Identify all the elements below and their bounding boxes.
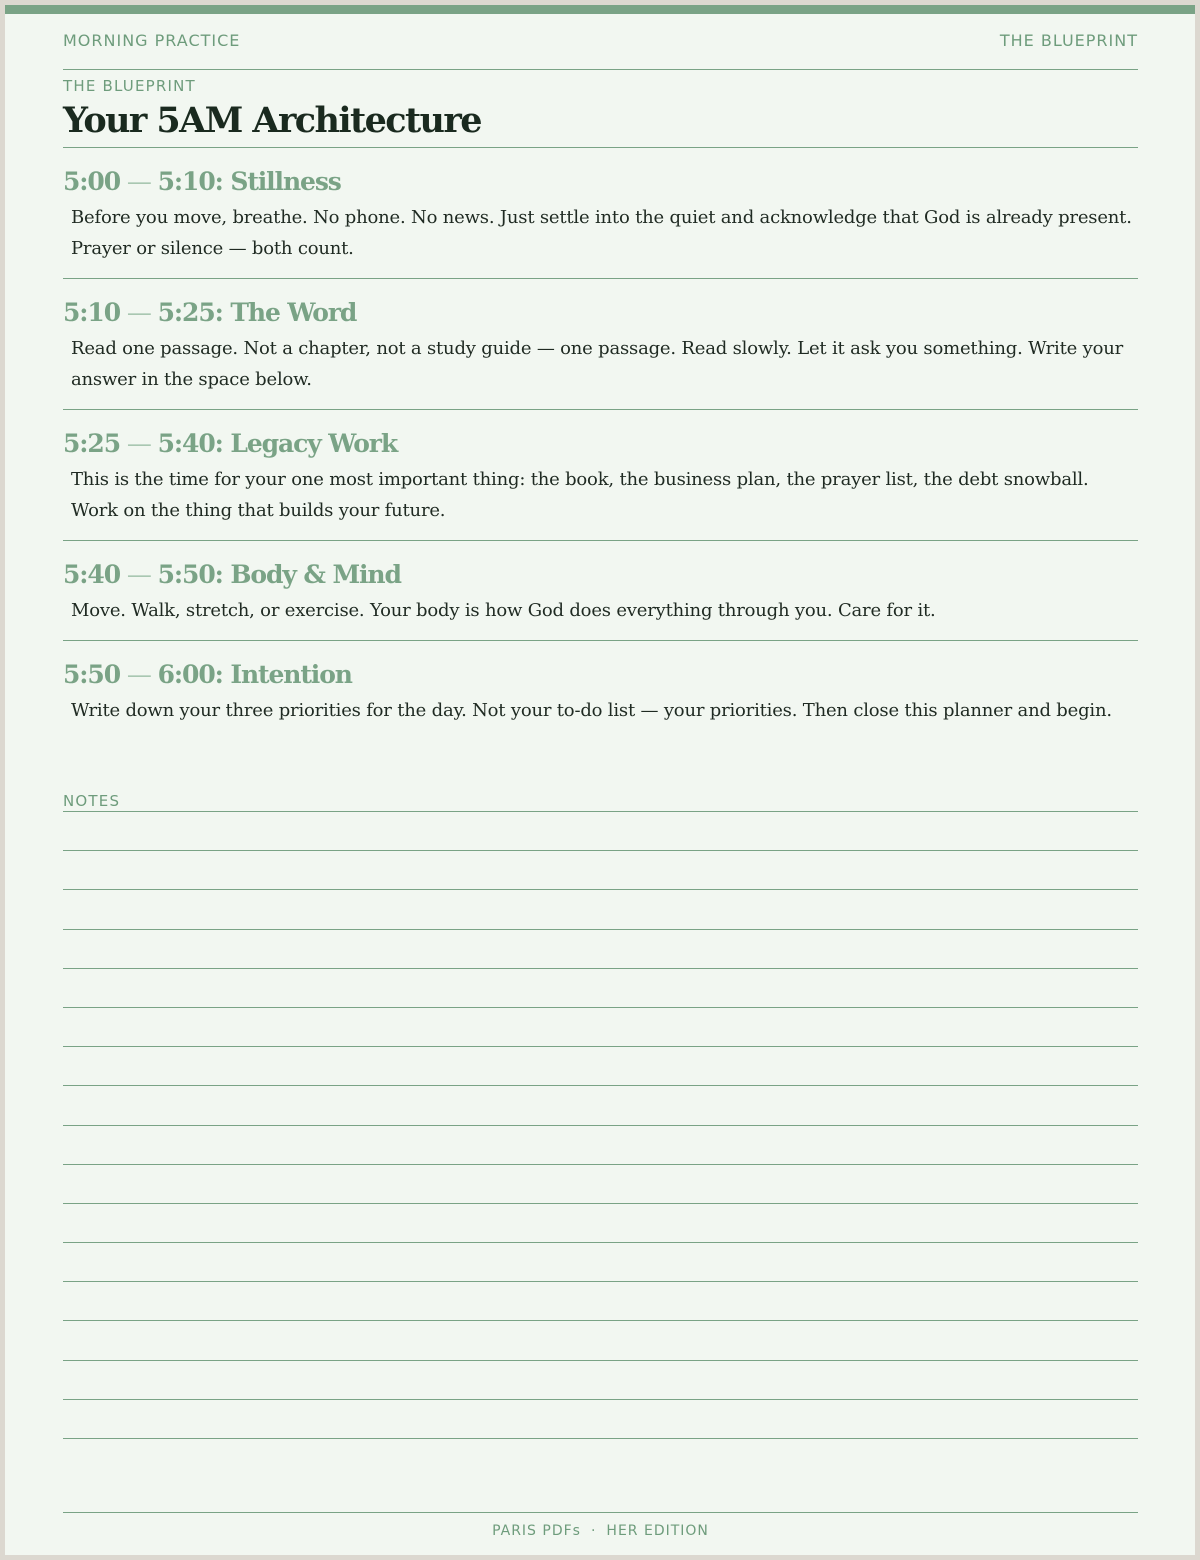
block-body: Before you move, breathe. No phone. No news. Just settle into the quiet and acknowledge that God is already present. Prayer or silence — both count. <box>71 207 1132 259</box>
schedule-block <box>63 641 1138 740</box>
page-footer <box>63 1512 1138 1554</box>
block-heading: 5:10 — 5:25: The Word <box>63 298 357 327</box>
footer-separator: · <box>590 1523 597 1539</box>
block-end-time: 5:40 <box>157 429 215 458</box>
time-dash: — <box>120 429 158 458</box>
block-end-time: 5:25 <box>157 298 215 327</box>
planner-page <box>5 5 1195 1555</box>
note-line[interactable] <box>63 1164 1138 1203</box>
note-line[interactable] <box>63 1203 1138 1242</box>
note-line[interactable] <box>63 1242 1138 1281</box>
block-body: This is the time for your one most important thing: the book, the business plan, the prayer list, the debt snowball. Work on the thing that builds your future. <box>71 469 1089 521</box>
time-dash: — <box>120 560 158 589</box>
block-body: Move. Walk, stretch, or exercise. Your body is how God does everything through you. Care for it. <box>71 600 936 621</box>
time-dash: — <box>120 660 158 689</box>
footer-edition: HER EDITION <box>606 1523 709 1539</box>
note-line[interactable] <box>63 1125 1138 1164</box>
note-line[interactable] <box>63 1360 1138 1399</box>
running-header-left: MORNING PRACTICE <box>63 31 241 50</box>
block-start-time: 5:00 <box>63 167 121 196</box>
block-heading: 5:00 — 5:10: Stillness <box>63 167 341 196</box>
block-name: Legacy Work <box>230 429 398 458</box>
note-line[interactable] <box>63 1281 1138 1320</box>
block-name: The Word <box>230 298 357 327</box>
block-start-time: 5:40 <box>63 560 121 589</box>
section-eyebrow: THE BLUEPRINT <box>63 77 196 95</box>
block-start-time: 5:25 <box>63 429 121 458</box>
block-heading: 5:25 — 5:40: Legacy Work <box>63 429 398 458</box>
block-name: Intention <box>230 660 352 689</box>
schedule-blocks <box>63 148 1138 740</box>
time-dash: — <box>120 167 158 196</box>
note-line[interactable] <box>63 1085 1138 1124</box>
block-name: Stillness <box>230 167 341 196</box>
block-end-time: 6:00 <box>157 660 215 689</box>
note-line[interactable] <box>63 811 1138 850</box>
running-header <box>63 26 1138 70</box>
note-line[interactable] <box>63 1320 1138 1359</box>
running-header-right: THE BLUEPRINT <box>999 31 1138 50</box>
note-line[interactable] <box>63 889 1138 928</box>
block-end-time: 5:10 <box>157 167 215 196</box>
notes-lines[interactable] <box>63 811 1138 1477</box>
block-heading: 5:40 — 5:50: Body & Mind <box>63 560 401 589</box>
note-line[interactable] <box>63 1438 1138 1477</box>
note-line[interactable] <box>63 929 1138 968</box>
time-dash: — <box>120 298 158 327</box>
schedule-block <box>63 541 1138 641</box>
block-name: Body & Mind <box>230 560 401 589</box>
block-heading: 5:50 — 6:00: Intention <box>63 660 352 689</box>
note-line[interactable] <box>63 1399 1138 1438</box>
page-title: Your 5AM Architecture <box>63 100 1138 148</box>
notes-label: NOTES <box>63 792 121 810</box>
footer-brand: PARIS PDFs <box>492 1523 581 1539</box>
schedule-block <box>63 279 1138 410</box>
note-line[interactable] <box>63 1046 1138 1085</box>
note-line[interactable] <box>63 1007 1138 1046</box>
block-start-time: 5:10 <box>63 298 121 327</box>
schedule-block <box>63 410 1138 541</box>
note-line[interactable] <box>63 850 1138 889</box>
block-end-time: 5:50 <box>157 560 215 589</box>
note-line[interactable] <box>63 968 1138 1007</box>
block-start-time: 5:50 <box>63 660 121 689</box>
block-body: Write down your three priorities for the day. Not your to-do list — your priorities. Then close this planner and begin. <box>71 700 1112 721</box>
block-body: Read one passage. Not a chapter, not a study guide — one passage. Read slowly. Let it ask you something. Write your answer in the space below. <box>71 338 1124 390</box>
schedule-block <box>63 148 1138 279</box>
